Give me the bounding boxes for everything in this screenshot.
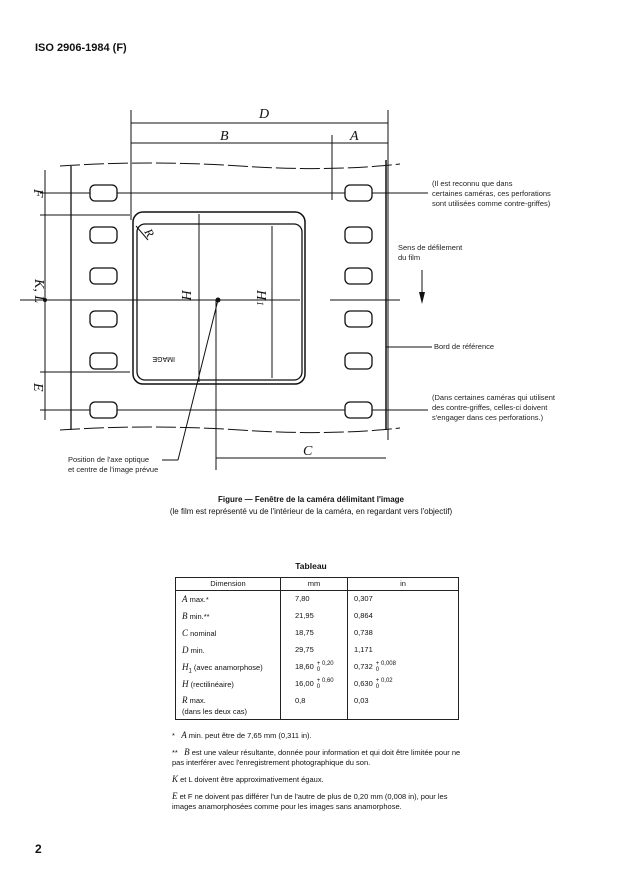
- table-row: [176, 591, 459, 609]
- footnote: K et L doivent être approximativement égaux.: [172, 774, 324, 784]
- table-notes: [172, 730, 464, 812]
- dimension-cell: A max.*: [176, 591, 281, 609]
- mm-cell: 18,60 + 0,20 0: [281, 659, 348, 676]
- label-c: C: [303, 444, 313, 459]
- table-row: [176, 659, 459, 676]
- dimension-cell: C nominal: [176, 625, 281, 642]
- mm-cell: 21,95: [281, 608, 348, 625]
- dimension-cell: R max. (dans les deux cas): [176, 693, 281, 720]
- label-d: D: [259, 107, 270, 122]
- footnote: ** B est une valeur résultante, donnée pour information et qui doit être limitée pour ne pas interférer avec l'enregistrement photographique du son.: [172, 747, 461, 767]
- label-e: E: [30, 383, 45, 392]
- dimension-cell: H (rectilinéaire): [176, 676, 281, 693]
- in-cell: 0,630 + 0,02 0: [348, 676, 459, 693]
- reference-edge-label: Bord de référence: [434, 342, 495, 351]
- dimension-cell: $H_1$ (avec anamorphose): [176, 659, 281, 676]
- document-header: ISO 2906-1984 (F): [35, 42, 127, 54]
- label-b: B: [220, 129, 229, 144]
- film-direction-arrow: [419, 292, 425, 304]
- image-label: IMAGE: [152, 355, 175, 362]
- page-number: 2: [35, 842, 42, 856]
- label-r: R: [141, 226, 158, 240]
- table-row: [176, 625, 459, 642]
- dimensions-table: [175, 577, 459, 720]
- figure-subcaption: (le film est représenté vu de l'intérieur de la caméra, en regardant vers l'objectif): [169, 507, 453, 516]
- table-row: [176, 642, 459, 659]
- optical-axis-label: Position de l'axe optique et centre de l'image prévue: [68, 455, 159, 474]
- in-cell: 0,732 + 0,008 0: [348, 659, 459, 676]
- label-f: F: [30, 189, 45, 198]
- in-cell: 1,171: [348, 642, 459, 659]
- note-bottom: (Dans certaines caméras qui utilisent des contre-griffes, celles-ci doivent s'engager dans ces perforations.): [432, 393, 555, 422]
- in-cell: 0,307: [348, 591, 459, 609]
- mm-cell: 7,80: [281, 591, 348, 609]
- dimension-cell: D min.: [176, 642, 281, 659]
- in-cell: 0,03: [348, 693, 459, 720]
- col-in: in: [348, 578, 459, 591]
- col-dimension: Dimension: [176, 578, 281, 591]
- footnote: * A min. peut être de 7,65 mm (0,311 in).: [172, 730, 312, 740]
- footnote: E et F ne doivent pas différer l'un de l'autre de plus de 0,20 mm (0,008 in), pour les images anamorphosées comme pour les images sans anamorphose.: [172, 791, 448, 811]
- label-a: A: [350, 129, 359, 144]
- label-kl: K, L: [31, 279, 46, 304]
- table-section: [172, 577, 464, 818]
- table-row: [176, 693, 459, 720]
- table-row: [176, 676, 459, 693]
- mm-cell: 18,75: [281, 625, 348, 642]
- mm-cell: 16,00 + 0,60 0: [281, 676, 348, 693]
- label-h: H: [178, 290, 193, 301]
- in-cell: 0,738: [348, 625, 459, 642]
- dimension-cell: B min.**: [176, 608, 281, 625]
- mm-cell: 0,8: [281, 693, 348, 720]
- note-top: (Il est reconnu que dans certaines caméras, ces perforations sont utilisées comme contre-griffes): [432, 179, 551, 208]
- direction-label: Sens de défilement du film: [398, 243, 463, 262]
- col-mm: mm: [281, 578, 348, 591]
- mm-cell: 29,75: [281, 642, 348, 659]
- label-h1: H1: [253, 290, 268, 306]
- film-top-edge: [60, 163, 400, 169]
- film-bottom-edge: [60, 427, 400, 433]
- table-title: Tableau: [295, 561, 327, 571]
- symbol-h1: H: [182, 662, 189, 672]
- optical-axis-point: [216, 298, 221, 303]
- in-cell: 0,864: [348, 608, 459, 625]
- figure-caption: Figure — Fenêtre de la caméra délimitant l'image: [218, 495, 404, 504]
- table-row: [176, 608, 459, 625]
